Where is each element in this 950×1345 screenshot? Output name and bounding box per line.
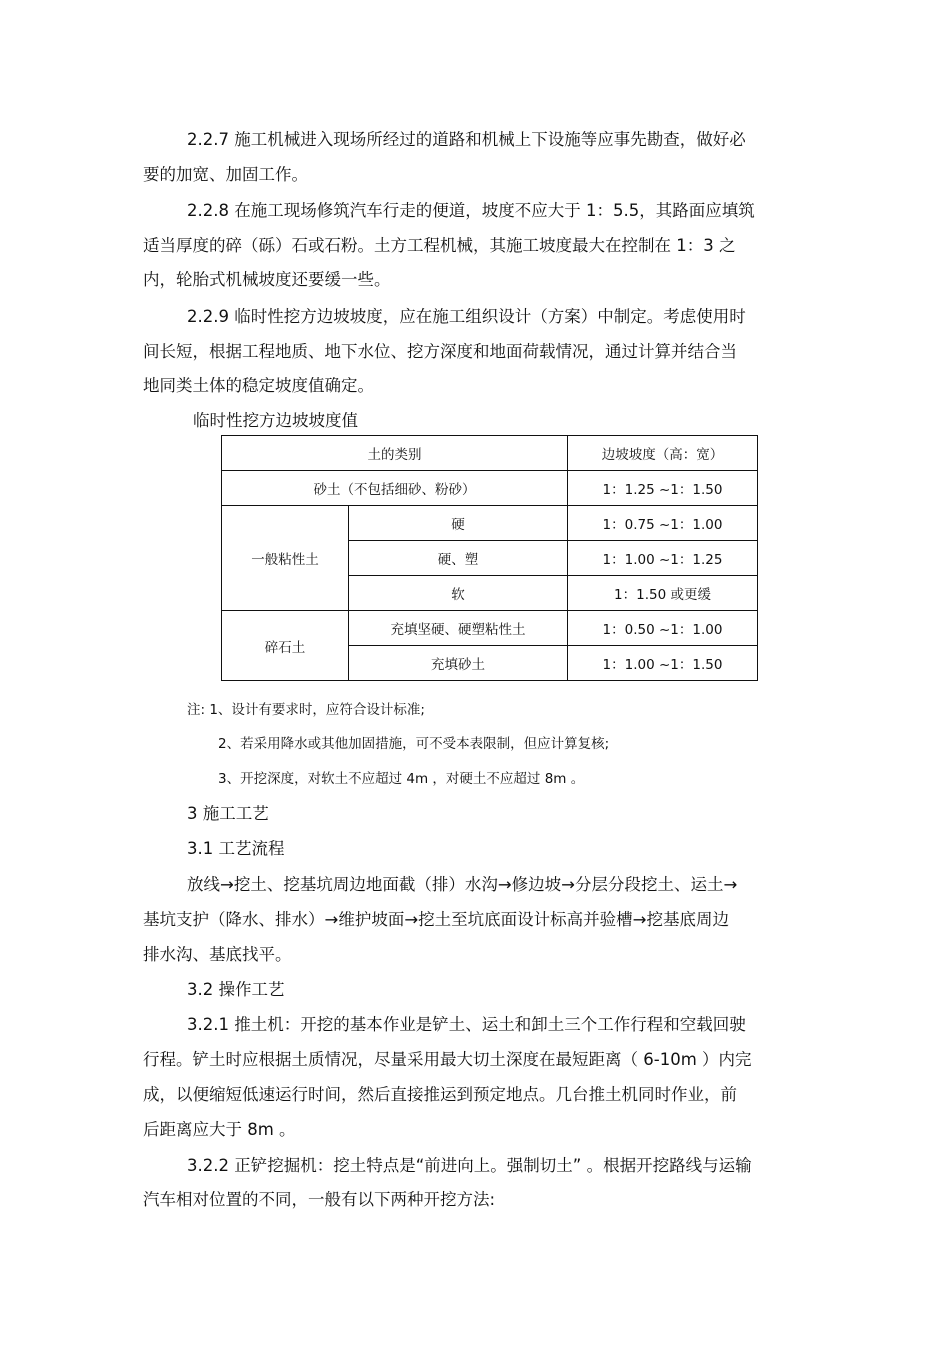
header-soil-type: 土的类别 — [222, 436, 568, 471]
subtype-cell: 硬 — [349, 506, 568, 541]
table-caption: 临时性挖方边坡坡度值 — [193, 411, 358, 430]
subtype-cell: 软 — [349, 576, 568, 611]
para-3-2-2-line2: 汽车相对位置的不同，一般有以下两种开挖方法: — [143, 1190, 496, 1209]
slope-cell: 1：1.25 ~1：1.50 — [568, 471, 758, 506]
section-3-2-heading: 3.2 操作工艺 — [187, 980, 285, 999]
slope-table — [221, 435, 758, 681]
para-2-2-8-line3: 内，轮胎式机械坡度还要缓一些。 — [143, 270, 391, 289]
para-3-2-2-line1: 3.2.2 正铲挖掘机：挖土特点是“前进向上。强制切土” 。根据开挖路线与运输 — [187, 1156, 752, 1175]
para-2-2-9-line1: 2.2.9 临时性挖方边坡坡度，应在施工组织设计（方案）中制定。考虑使用时 — [187, 307, 746, 326]
slope-cell: 1：1.00 ~1：1.25 — [568, 541, 758, 576]
section-3-heading: 3 施工工艺 — [187, 804, 269, 823]
soil-group-cell: 一般粘性土 — [222, 506, 349, 611]
subtype-cell: 充填坚硬、硬塑粘性土 — [349, 611, 568, 646]
subtype-cell: 硬、塑 — [349, 541, 568, 576]
process-flow-line3: 排水沟、基底找平。 — [143, 945, 292, 964]
note-3: 3、开挖深度，对软土不应超过 4m ，对硬土不应超过 8m 。 — [218, 771, 585, 787]
para-3-2-1-line3: 成，以便缩短低速运行时间，然后直接推运到预定地点。几台推土机同时作业，前 — [143, 1085, 737, 1104]
slope-cell: 1：1.00 ~1：1.50 — [568, 646, 758, 681]
process-flow-line2: 基坑支护（降水、排水）→维护坡面→挖土至坑底面设计标高并验槽→挖基底周边 — [143, 910, 729, 929]
soil-group-cell: 碎石土 — [222, 611, 349, 681]
subtype-cell: 充填砂土 — [349, 646, 568, 681]
para-2-2-9-line3: 地同类土体的稳定坡度值确定。 — [143, 376, 374, 395]
section-3-1-heading: 3.1 工艺流程 — [187, 839, 285, 858]
para-2-2-8-line1: 2.2.8 在施工现场修筑汽车行走的便道，坡度不应大于 1：5.5，其路面应填筑 — [187, 201, 755, 220]
para-3-2-1-line2: 行程。铲土时应根据土质情况，尽量采用最大切土深度在最短距离（ 6-10m ）内完 — [143, 1050, 752, 1069]
header-slope: 边坡坡度（高：宽） — [568, 436, 758, 471]
table-row — [222, 611, 758, 646]
para-2-2-9-line2: 间长短，根据工程地质、地下水位、挖方深度和地面荷载情况，通过计算并结合当 — [143, 342, 737, 361]
slope-cell: 1：0.75 ~1：1.00 — [568, 506, 758, 541]
para-2-2-8-line2: 适当厚度的碎（砾）石或石粉。土方工程机械，其施工坡度最大在控制在 1：3 之 — [143, 236, 736, 255]
slope-cell: 1：1.50 或更缓 — [568, 576, 758, 611]
para-2-2-7-line2: 要的加宽、加固工作。 — [143, 165, 308, 184]
note-2: 2、若采用降水或其他加固措施，可不受本表限制，但应计算复核; — [218, 736, 610, 752]
table-row — [222, 471, 758, 506]
para-2-2-7-line1: 2.2.7 施工机械进入现场所经过的道路和机械上下设施等应事先勘查，做好必 — [187, 130, 746, 149]
soil-cell: 砂土（不包括细砂、粉砂） — [222, 471, 568, 506]
process-flow-line1: 放线→挖土、挖基坑周边地面截（排）水沟→修边坡→分层分段挖土、运土→ — [187, 875, 738, 894]
note-1: 注: 1、设计有要求时，应符合设计标准; — [187, 702, 425, 718]
table-row — [222, 506, 758, 541]
slope-cell: 1：0.50 ~1：1.00 — [568, 611, 758, 646]
table-header-row — [222, 436, 758, 471]
para-3-2-1-line1: 3.2.1 推土机：开挖的基本作业是铲土、运土和卸土三个工作行程和空载回驶 — [187, 1015, 746, 1034]
para-3-2-1-line4: 后距离应大于 8m 。 — [143, 1120, 296, 1139]
